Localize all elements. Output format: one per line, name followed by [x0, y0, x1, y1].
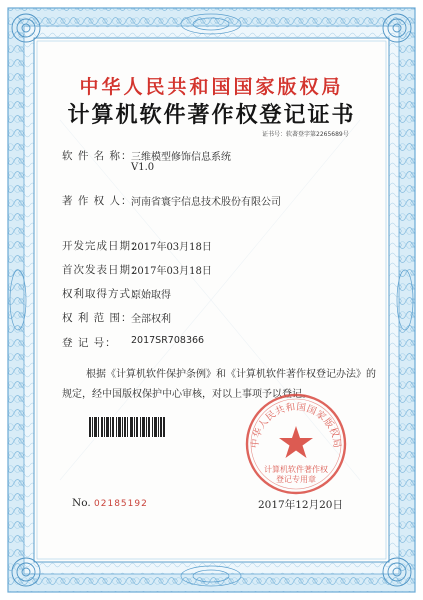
software-version-value: V1.0 — [131, 162, 155, 173]
certificate-title: 计算机软件著作权登记证书 — [67, 102, 356, 128]
acquire-method-value: 原始取得 — [131, 290, 171, 301]
reg-number-label: 登 记 号： — [62, 337, 117, 349]
serial-number-block — [72, 497, 148, 509]
seal-inner-line-2: 登记专用章 — [276, 475, 316, 484]
acquire-method-label: 权利取得方式： — [62, 288, 143, 300]
statement-line-1: 根据《计算机软件保护条例》和《计算机软件著作权登记办法》的 — [86, 369, 376, 380]
issue-date: 2017年12月20日 — [258, 499, 343, 511]
reg-number-value: 2017SR708366 — [131, 335, 205, 346]
rights-scope-label: 权 利 范 围： — [62, 312, 133, 324]
copyright-owner-value: 河南省寰宇信息技术股份有限公司 — [131, 197, 281, 208]
copyright-owner-label: 著 作 权 人： — [62, 195, 133, 207]
certificate-number: 证书号：软著登字第2265689号 — [262, 131, 349, 138]
serial-number: 02185192 — [94, 499, 148, 509]
statement-line-2: 规定，经中国版权保护中心审核，对以上事项予以登记。 — [62, 389, 312, 400]
software-name-value: 三维模型修饰信息系统 — [131, 152, 231, 163]
dev-date-value: 2017年03月18日 — [131, 242, 212, 253]
official-seal — [244, 392, 348, 496]
dev-date-label: 开发完成日期： — [62, 240, 143, 252]
rights-scope-value: 全部权利 — [131, 314, 171, 325]
seal-ring-text: 中华人民共和国国家版权局 — [249, 401, 343, 449]
publish-date-value: 2017年03月18日 — [131, 266, 212, 277]
software-name-label: 软 件 名 称： — [62, 150, 133, 162]
publish-date-label: 首次发表日期： — [62, 264, 143, 276]
barcode — [88, 416, 166, 438]
issuing-authority: 中华人民共和国国家版权局 — [79, 76, 344, 98]
seal-star-icon — [279, 426, 313, 458]
serial-label: No. — [72, 497, 91, 509]
seal-inner-line-1: 计算机软件著作权 — [264, 465, 328, 474]
